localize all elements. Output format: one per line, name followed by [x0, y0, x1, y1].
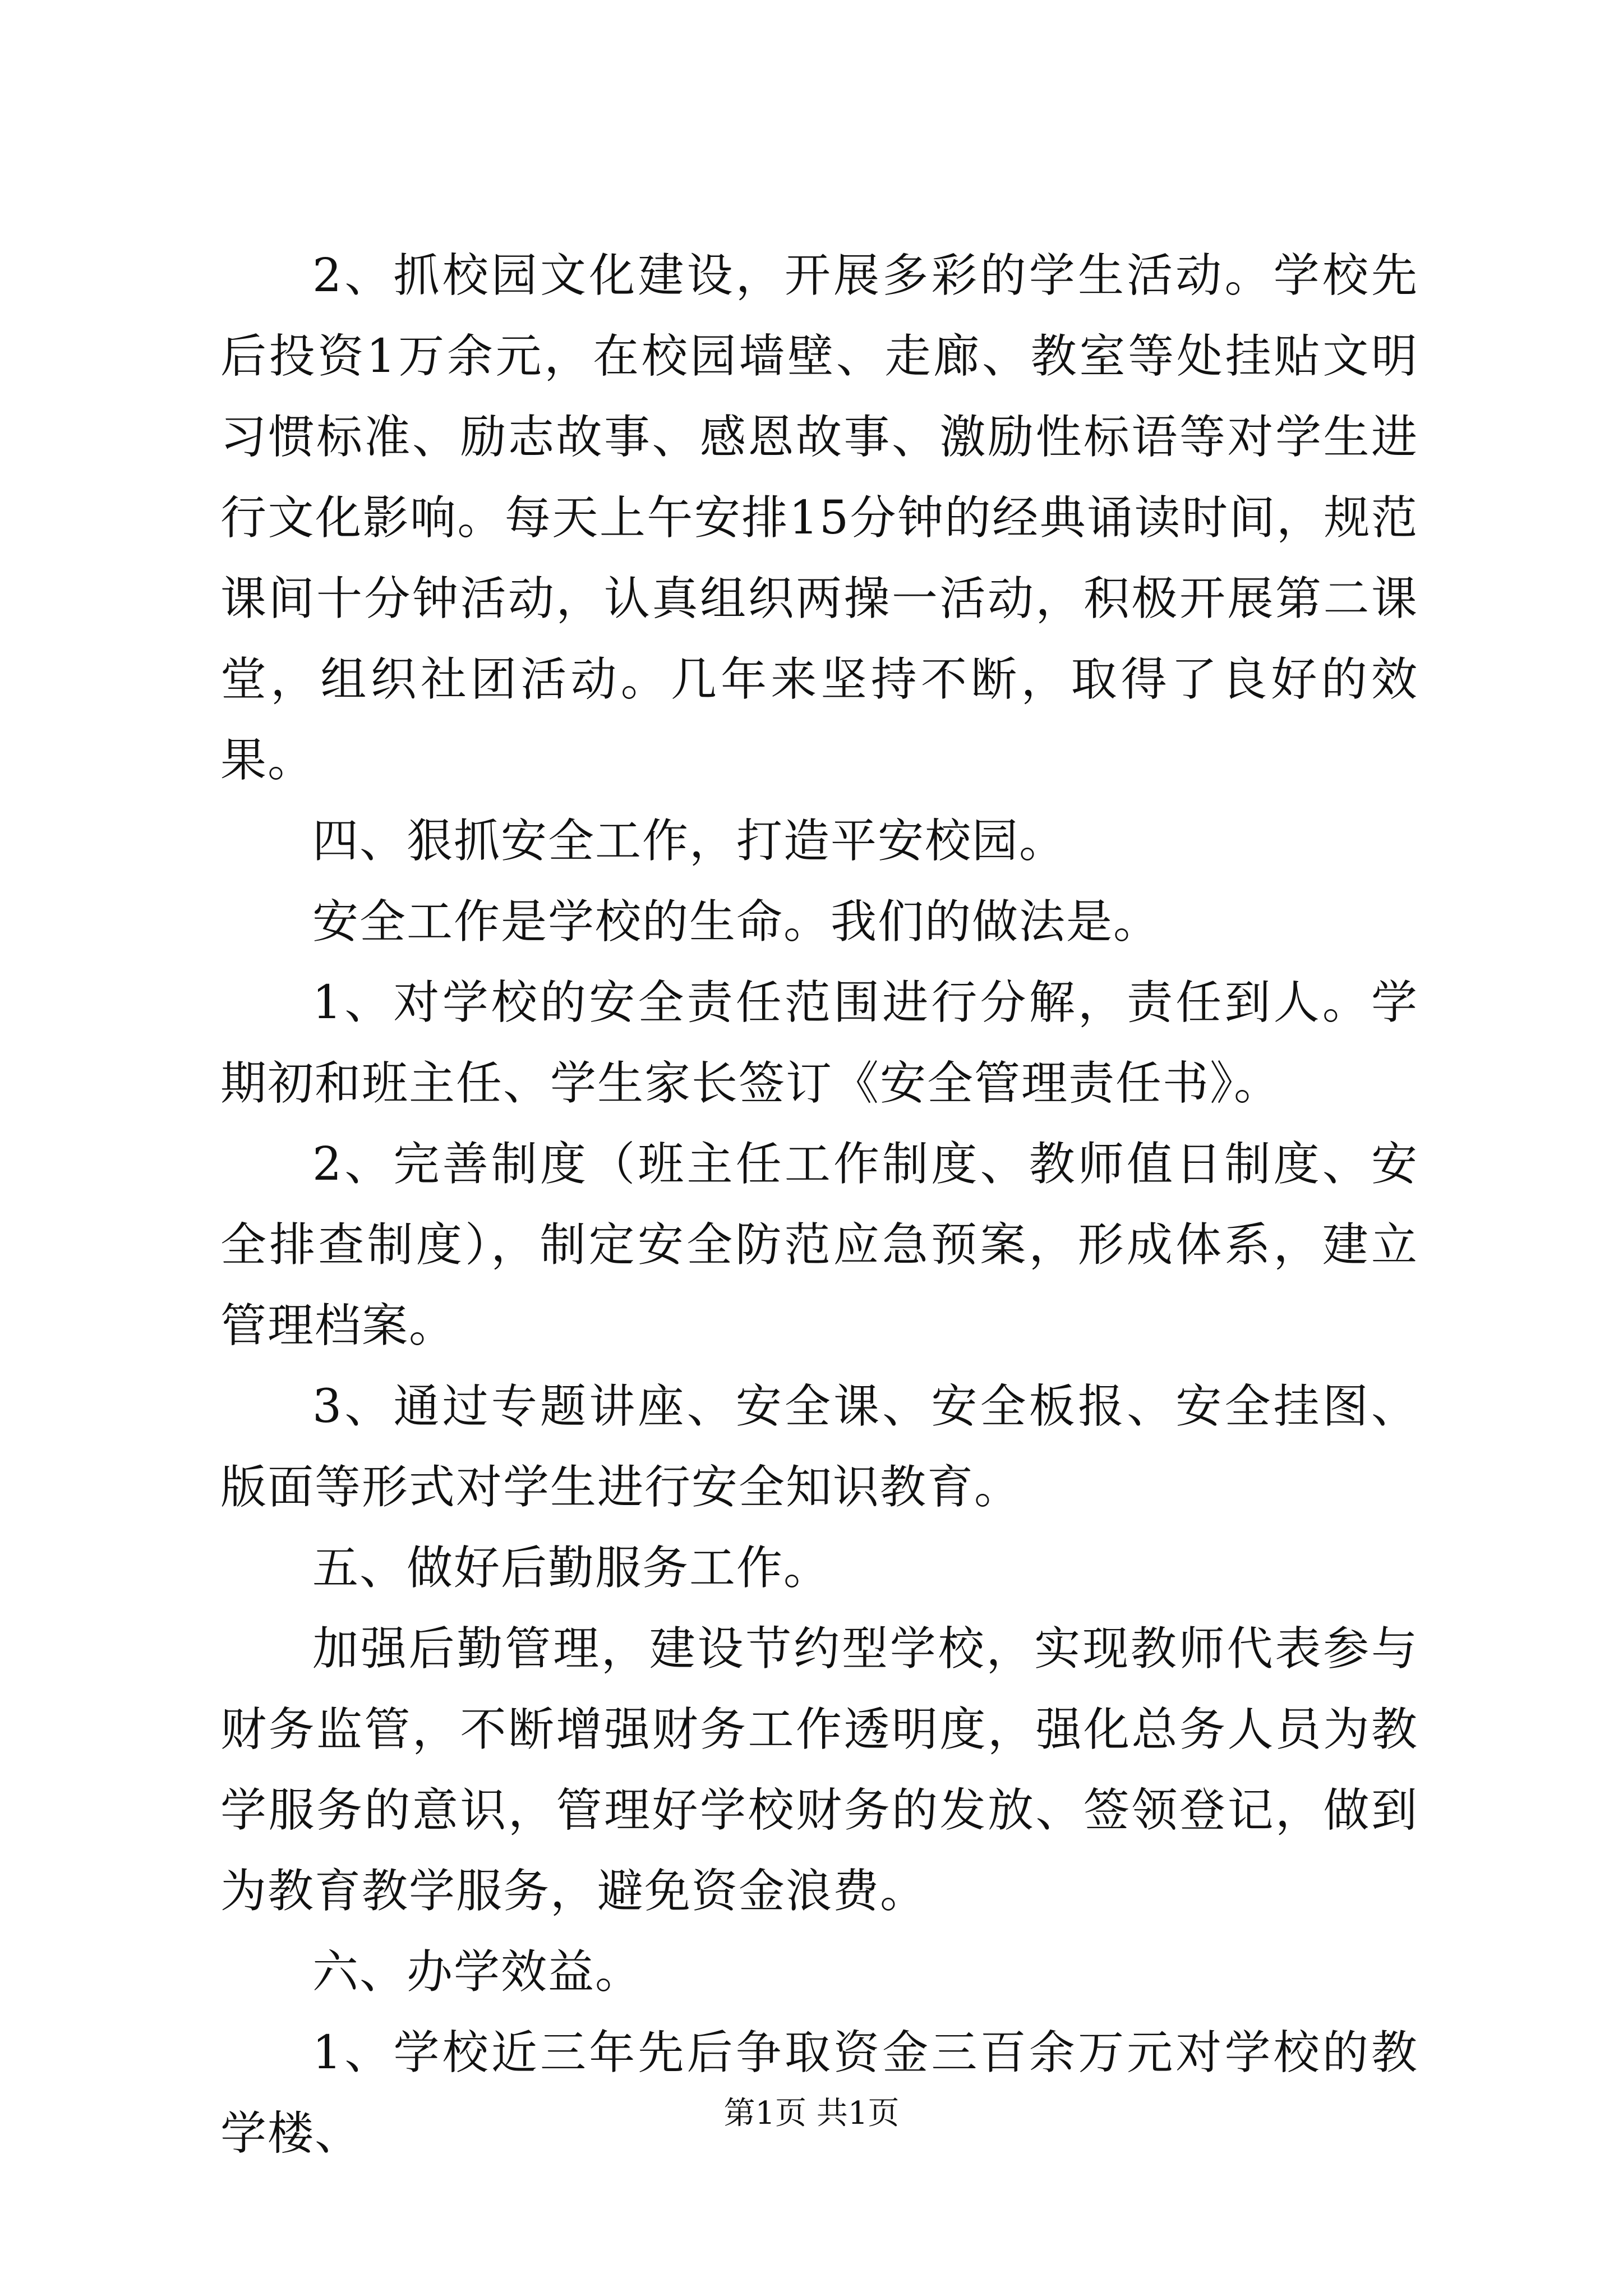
paragraph-campus-culture: 2、抓校园文化建设，开展多彩的学生活动。学校先后投资1万余元，在校园墙壁、走廊、教室等处挂贴文明习惯标准、励志故事、感恩故事、激励性标语等对学生进行文化影响。每天上午安排15分钟的经典诵读时间，规范课间十分钟活动，认真组织两操一活动，积极开展第二课堂，组织社团活动。几年来坚持不断，取得了良好的效果。	[220, 249, 1418, 787]
heading-logistics: 五、做好后勤服务工作。	[312, 1542, 831, 1595]
heading-safety-work: 四、狠抓安全工作，打造平安校园。	[312, 815, 1067, 868]
paragraph-logistics: 加强后勤管理，建设节约型学校，实现教师代表参与财务监管，不断增强财务工作透明度，强化总务人员为教学服务的意识，管理好学校财务的发放、签领登记，做到为教育教学服务，避免资金浪费。	[220, 1622, 1418, 1918]
paragraph-safety-item-3: 3、通过专题讲座、安全课、安全板报、安全挂图、版面等形式对学生进行安全知识教育。	[220, 1380, 1418, 1514]
page-number-footer: 第1页 共1页	[723, 2095, 900, 2132]
paragraph-safety-item-1: 1、对学校的安全责任范围进行分解，责任到人。学期初和班主任、学生家长签订《安全管理责任书》。	[220, 976, 1418, 1110]
document-body	[220, 236, 1418, 2174]
paragraph-benefits-item-1: 1、学校近三年先后争取资金三百余万元对学校的教学楼、	[220, 2026, 1418, 2160]
paragraph-safety-intro: 安全工作是学校的生命。我们的做法是。	[312, 895, 1161, 949]
heading-school-benefits: 六、办学效益。	[312, 1945, 643, 1999]
paragraph-safety-item-2: 2、完善制度（班主任工作制度、教师值日制度、安全排查制度），制定安全防范应急预案，形成体系，建立管理档案。	[220, 1138, 1418, 1352]
